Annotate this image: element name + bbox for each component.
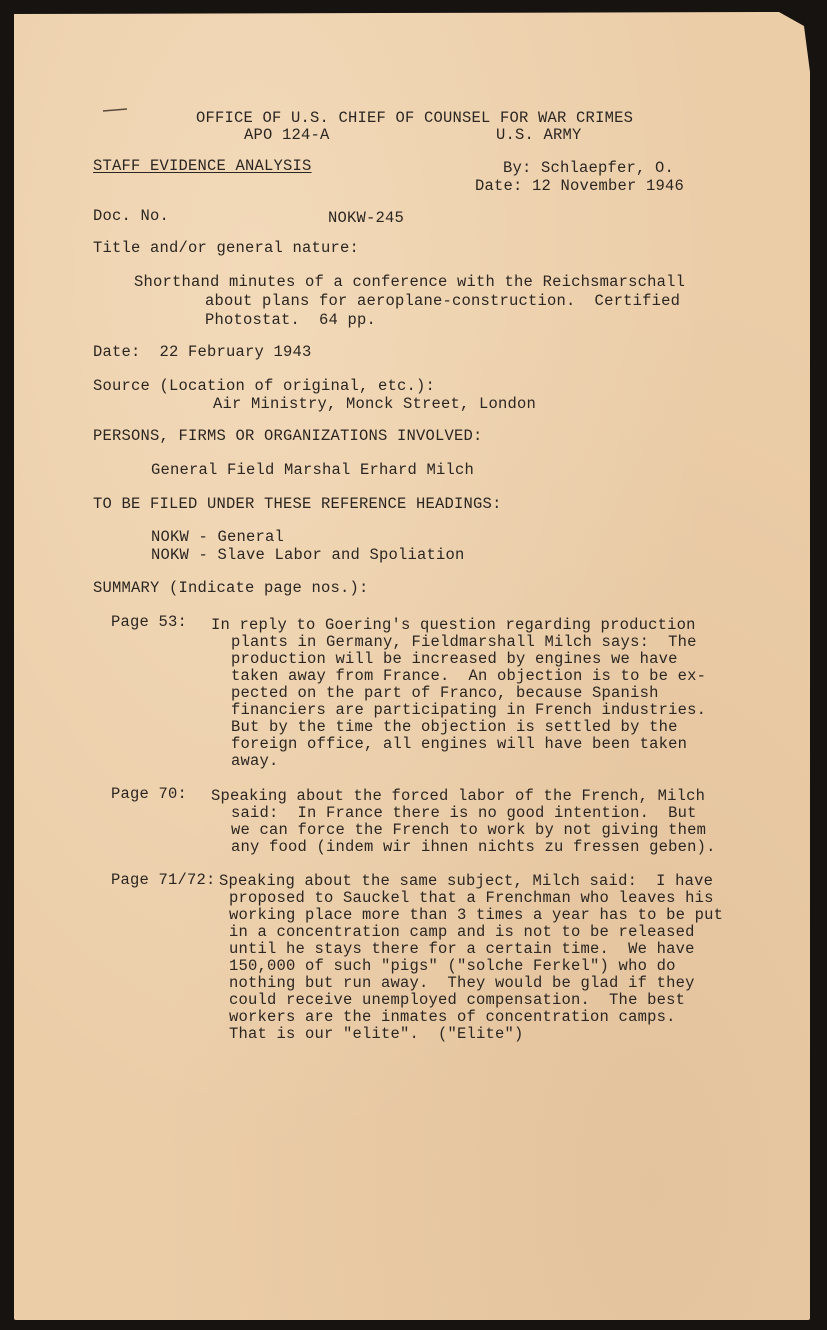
summary-line: until he stays there for a certain time. We have xyxy=(229,940,695,958)
persons-label: PERSONS, FIRMS OR ORGANIZATIONS INVOLVED: xyxy=(93,427,483,445)
summary-line: any food (indem wir ihnen nichts zu fressen geben). xyxy=(231,838,716,856)
document-date: Date: 22 February 1943 xyxy=(93,343,312,361)
analysis-title: STAFF EVIDENCE ANALYSIS xyxy=(93,157,312,175)
heading-item: NOKW - Slave Labor and Spoliation xyxy=(151,546,465,564)
title-line-3: Photostat. 64 pp. xyxy=(205,311,377,329)
summary-line: could receive unemployed compensation. The best xyxy=(229,991,686,1009)
title-label: Title and/or general nature: xyxy=(93,239,360,257)
by-line: By: Schlaepfer, O. xyxy=(503,159,675,177)
office-heading: OFFICE OF U.S. CHIEF OF COUNSEL FOR WAR CRIMES xyxy=(196,109,634,127)
summary-line: financiers are participating in French industries. xyxy=(231,701,707,719)
summary-line: we can force the French to work by not giving them xyxy=(231,821,707,839)
summary-line: in a concentration camp and is not to be released xyxy=(229,923,695,941)
summary-line: In reply to Goering's question regarding production xyxy=(211,616,696,634)
title-line-1: Shorthand minutes of a conference with the Reichsmarschall xyxy=(134,273,686,291)
headings-label: TO BE FILED UNDER THESE REFERENCE HEADINGS: xyxy=(93,495,502,513)
army-line: U.S. ARMY xyxy=(496,126,582,144)
apo-line: APO 124-A xyxy=(244,126,330,144)
summary-line: taken away from France. An objection is to be ex- xyxy=(231,667,707,685)
doc-no-label: Doc. No. xyxy=(93,207,170,225)
summary-line: said: In France there is no good intention. But xyxy=(231,804,697,822)
summary-page-ref: Page 53: xyxy=(111,613,188,631)
summary-line: pected on the part of Franco, because Spanish xyxy=(231,684,659,702)
persons-value: General Field Marshal Erhard Milch xyxy=(151,461,475,479)
summary-line: nothing but run away. They would be glad if they xyxy=(229,974,695,992)
summary-line: 150,000 of such "pigs" ("solche Ferkel") who do xyxy=(229,957,676,975)
summary-line: production will be increased by engines we have xyxy=(231,650,678,668)
summary-line: Speaking about the forced labor of the French, Milch xyxy=(211,787,706,805)
pencil-mark xyxy=(102,108,128,112)
summary-page-ref: Page 70: xyxy=(111,785,188,803)
heading-item: NOKW - General xyxy=(151,528,285,546)
source-label: Source (Location of original, etc.): xyxy=(93,377,436,395)
doc-no-value: NOKW-245 xyxy=(328,209,405,227)
summary-page-ref: Page 71/72: xyxy=(111,871,216,889)
summary-line: proposed to Sauckel that a Frenchman who leaves his xyxy=(229,889,714,907)
source-value: Air Ministry, Monck Street, London xyxy=(213,395,537,413)
summary-line: foreign office, all engines will have been taken xyxy=(231,735,688,753)
summary-line: But by the time the objection is settled by the xyxy=(231,718,678,736)
title-line-2: about plans for aeroplane-construction. Certified xyxy=(205,292,681,310)
summary-line: plants in Germany, Fieldmarshall Milch says: The xyxy=(231,633,697,651)
summary-line: workers are the inmates of concentration camps. xyxy=(229,1008,676,1026)
summary-line: away. xyxy=(231,752,279,770)
summary-line: working place more than 3 times a year has to be put xyxy=(229,906,724,924)
summary-line: Speaking about the same subject, Milch said: I have xyxy=(219,872,714,890)
summary-label: SUMMARY (Indicate page nos.): xyxy=(93,579,369,597)
summary-line: That is our "elite". ("Elite") xyxy=(229,1025,524,1043)
date-line: Date: 12 November 1946 xyxy=(475,177,685,195)
